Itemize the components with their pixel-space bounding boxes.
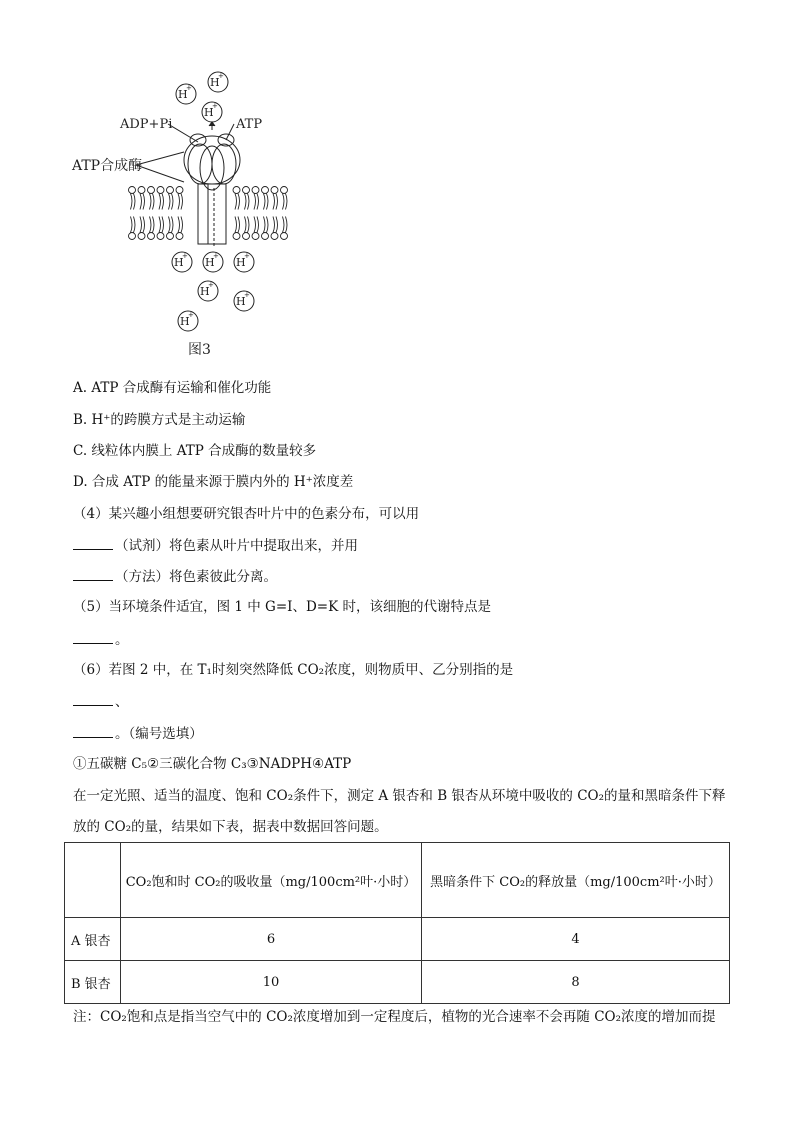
table-cell: A 银杏 [65, 918, 121, 961]
svg-text:H: H [236, 256, 246, 269]
answer-blank [73, 536, 113, 550]
lipid-tail [283, 194, 288, 210]
lipid-tail [150, 194, 155, 210]
h-ion-top-3 [202, 102, 222, 122]
note-line: 注：CO₂饱和点是指当空气中的 CO₂浓度增加到一定程度后，植物的光合速率不会再随 CO₂浓度的增加而提 [73, 1009, 716, 1025]
intro-line1: 在一定光照、适当的温度、饱和 CO₂条件下，测定 A 银杏和 B 银杏从环境中吸收的 CO₂的量和黑暗条件下释 [73, 788, 726, 804]
table-header-row [65, 843, 730, 918]
lipid-tail [235, 217, 240, 233]
table-cell: 6 [121, 918, 422, 961]
lipid-tail [254, 217, 259, 233]
lipid-head [176, 187, 183, 194]
h-ion-top-1 [176, 84, 196, 104]
lipid-tail [159, 194, 164, 210]
q4-line3: （方法）将色素彼此分离。 [73, 567, 277, 586]
intro-line2: 放的 CO₂的量，结果如下表，据表中数据回答问题。 [73, 819, 388, 835]
lipid-head [157, 187, 164, 194]
svg-text:H: H [200, 285, 210, 298]
q6-line2: 、 [73, 692, 129, 711]
atp-synthase-diagram [68, 62, 308, 362]
lipid-head [157, 233, 164, 240]
q6-line1: （6）若图 2 中，在 T₁时刻突然降低 CO₂浓度，则物质甲、乙分别指的是 [73, 662, 514, 678]
svg-text:H: H [174, 256, 184, 269]
h-ion-bottom-4 [198, 281, 218, 301]
svg-text:H: H [180, 315, 190, 328]
h-ion-bottom-1 [172, 252, 192, 272]
svg-text:+: + [182, 252, 188, 260]
h-ion-top-2 [208, 72, 228, 92]
svg-text:H: H [236, 295, 246, 308]
q5-line1: （5）当环境条件适宜，图 1 中 G=I、D=K 时，该细胞的代谢特点是 [73, 599, 491, 615]
lipid-head [281, 233, 288, 240]
option-b: B. H⁺的跨膜方式是主动运输 [73, 412, 246, 428]
answer-blank [73, 630, 113, 644]
lipid-head [138, 187, 145, 194]
lipid-head [167, 233, 174, 240]
option-d: D. 合成 ATP 的能量来源于膜内外的 H⁺浓度差 [73, 474, 354, 490]
lipid-tail [159, 217, 164, 233]
table-cell: 8 [422, 961, 730, 1004]
lipid-tail [131, 217, 136, 233]
q6-line3: 。（编号选填） [73, 724, 203, 743]
lipid-head [167, 187, 174, 194]
svg-text:+: + [188, 311, 194, 319]
h-ion-bottom-6 [178, 311, 198, 331]
lipid-tail [169, 194, 174, 210]
table-header-cell [65, 843, 121, 918]
atp-synthase-figure [68, 62, 308, 362]
svg-text:+: + [218, 72, 224, 80]
table-row [65, 918, 730, 961]
q6-choices: ①五碳糖 C₅②三碳化合物 C₃③NADPH④ATP [73, 756, 352, 772]
q5-line2: 。 [73, 630, 129, 649]
figure-caption: 图3 [188, 342, 211, 358]
table-row [65, 961, 730, 1004]
h-ion-bottom-5 [234, 291, 254, 311]
svg-text:H: H [210, 76, 220, 89]
lipid-tail [264, 194, 269, 210]
adp-label: ADP+Pi [120, 117, 173, 132]
lipid-head [262, 233, 269, 240]
data-table [64, 842, 730, 1004]
h-ion-bottom-3 [234, 252, 254, 272]
lipid-tail [169, 217, 174, 233]
lipid-tail [283, 217, 288, 233]
lipid-tail [150, 217, 155, 233]
lipid-tail [140, 194, 145, 210]
lipid-tail [264, 217, 269, 233]
table-header-cell: CO₂饱和时 CO₂的吸收量（mg/100cm²叶·小时） [121, 843, 422, 918]
lipid-head [271, 233, 278, 240]
svg-text:H: H [205, 256, 215, 269]
svg-text:H: H [204, 106, 214, 119]
lipid-head [243, 233, 250, 240]
lipid-tail [273, 194, 278, 210]
svg-text:+: + [244, 252, 250, 260]
lipid-tail [178, 217, 183, 233]
lipid-tail [254, 194, 259, 210]
answer-blank [73, 692, 113, 706]
lipid-head [233, 187, 240, 194]
enzyme-label: ATP合成酶 [72, 158, 143, 174]
lipid-head [243, 187, 250, 194]
option-a: A. ATP 合成酶有运输和催化功能 [73, 380, 272, 396]
lipid-head [138, 233, 145, 240]
answer-blank [73, 724, 113, 738]
svg-text:+: + [244, 291, 250, 299]
table-header-cell: 黑暗条件下 CO₂的释放量（mg/100cm²叶·小时） [422, 843, 730, 918]
table-cell: B 银杏 [65, 961, 121, 1004]
option-c: C. 线粒体内膜上 ATP 合成酶的数量较多 [73, 443, 317, 459]
atp-label: ATP [236, 117, 263, 132]
svg-text:+: + [213, 252, 219, 260]
answer-blank [73, 567, 113, 581]
lipid-tail [178, 194, 183, 210]
lipid-head [129, 187, 136, 194]
lipid-head [148, 187, 155, 194]
lipid-tail [235, 194, 240, 210]
svg-text:+: + [212, 102, 218, 110]
lipid-head [129, 233, 136, 240]
q4-line1: （4）某兴趣小组想要研究银杏叶片中的色素分布，可以用 [73, 506, 420, 522]
svg-text:+: + [186, 84, 192, 92]
table-cell: 4 [422, 918, 730, 961]
lipid-head [281, 187, 288, 194]
lipid-tail [245, 194, 250, 210]
lipid-tail [131, 194, 136, 210]
q4-line2: （试剂）将色素从叶片中提取出来，并用 [73, 536, 358, 555]
lipid-tail [140, 217, 145, 233]
lipid-head [262, 187, 269, 194]
lipid-head [176, 233, 183, 240]
lipid-head [271, 187, 278, 194]
h-ion-bottom-2 [203, 252, 223, 272]
lipid-head [252, 187, 259, 194]
lipid-head [148, 233, 155, 240]
svg-text:+: + [208, 281, 214, 289]
table-cell: 10 [121, 961, 422, 1004]
lipid-head [233, 233, 240, 240]
lipid-head [252, 233, 259, 240]
svg-text:H: H [178, 88, 188, 101]
lipid-tail [273, 217, 278, 233]
lipid-tail [245, 217, 250, 233]
